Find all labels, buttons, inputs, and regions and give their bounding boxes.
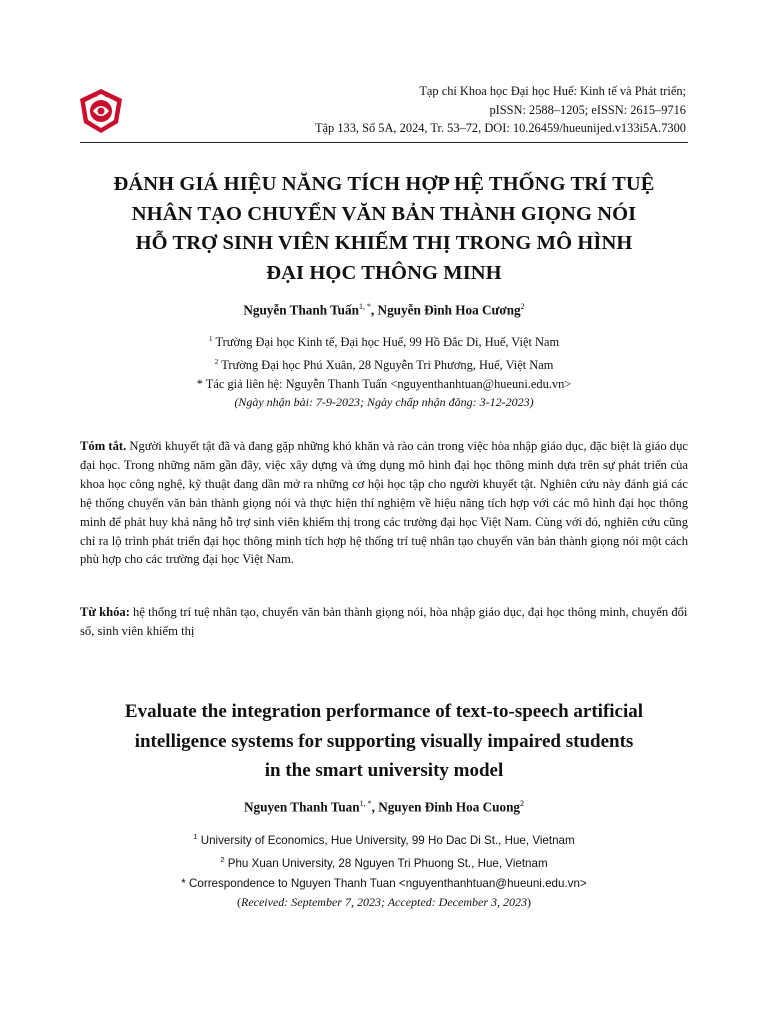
affiliation-text: Trường Đại học Kinh tế, Đại học Huế, 99 Hồ Đắc Di, Huế, Việt Nam [212,335,560,350]
keywords-label: Từ khóa: [80,605,130,619]
received-dates [0,893,768,911]
author-name: Nguyễn Đình Hoa Cương [377,302,521,318]
correspondence-vietnamese [0,375,768,411]
abstract-label: Tóm tắt. [80,439,127,453]
title-vi-line: ĐẠI HỌC THÔNG MINH [266,261,502,284]
author-name: Nguyen Thanh Tuan [244,799,360,815]
dates-close: ) [527,895,531,909]
affiliation-line [0,329,768,352]
author-separator: , [370,302,378,318]
authors-vietnamese [0,302,768,318]
affiliation-mark: 1 [193,832,198,841]
header-divider [80,142,688,143]
title-en-line: Evaluate the integration performance of text-to-speech artificial [124,701,644,722]
author-mark: 1, * [358,302,371,311]
university-logo-icon [78,87,124,135]
affiliation-line [0,352,768,375]
abstract [80,437,688,569]
author-separator: , [371,799,379,815]
keywords-text: hệ thống trí tuệ nhân tạo, chuyển văn bản thành giọng nói, hòa nhập giáo dục, đại học thông minh, chuyển đổi số, sinh viên khiếm thị [80,605,688,638]
affiliation-mark: 2 [214,357,219,367]
journal-info [315,82,686,138]
title-en-line: in the smart university model [264,760,504,781]
title-vi-line: HỖ TRỢ SINH VIÊN KHIẾM THỊ TRONG MÔ HÌNH [135,232,633,254]
dates-text: Received: September 7, 2023; Accepted: December 3, 2023 [241,895,527,909]
abstract-text: Người khuyết tật đã và đang gặp những khó khăn và rào cản trong việc hòa nhập giáo dục, đặc biệt là giáo dục đại học. Trong những năm gần đây, việc xây dựng và ứng dụng mô hình đại học thông minh dựa trên sự phát triển của khoa học công nghệ, kỹ thuật đang dần mở ra những cơ hội học tập cho người khuyết tật. Nghiên cứu này đánh giá các hệ thống chuyển văn bản thành giọng nói và thực hiện thí nghiệm về hiệu năng tích hợp với các mô hình đại học thông minh để phát huy khả năng hỗ trợ sinh viên khiếm thị trong các trường đại học Việt Nam. Cùng với đó, nghiên cứu cũng chỉ ra lộ trình phát triển đại học thông minh tích hợp hệ thống trí tuệ nhân tạo chuyển văn bản thành giọng nói một cách phù hợp cho các trường đại học Việt Nam. [80,439,688,567]
correspondence-text: * Correspondence to Nguyen Thanh Tuan <nguyenthanhtuan@hueuni.edu.vn> [181,877,587,890]
author-name: Nguyen Đinh Hoa Cuong [378,799,520,815]
paper-title-english [70,697,698,786]
correspondence-text: * Tác giả liên hệ: Nguyễn Thanh Tuấn <nguyenthanhtuan@hueuni.edu.vn> [196,377,572,391]
author-mark: 2 [520,799,524,808]
author-mark: 2 [520,302,525,311]
affiliation-line [0,827,768,850]
affiliations-english [0,827,768,873]
paper-title-vietnamese [70,170,698,288]
affiliation-text: Trường Đại học Phú Xuân, 28 Nguyễn Tri Phương, Huế, Việt Nam [218,358,554,373]
affiliation-text: University of Economics, Hue University, 99 Ho Dac Di St., Hue, Vietnam [197,833,575,847]
author-name: Nguyễn Thanh Tuấn [243,302,359,318]
title-vi-line: NHÂN TẠO CHUYỂN VĂN BẢN THÀNH GIỌNG NÓI [131,202,637,225]
affiliation-line [0,850,768,873]
authors-english [0,799,768,815]
dates-open: ( [237,895,241,909]
affiliation-text: Phu Xuan University, 28 Nguyen Tri Phuong St., Hue, Vietnam [224,856,548,870]
author-mark: 1, * [359,799,372,808]
affiliations-vietnamese [0,329,768,375]
journal-name: Tạp chí Khoa học Đại học Huế: Kinh tế và Phát triển; [419,84,686,98]
title-en-line: intelligence systems for supporting visually impaired students [134,730,634,752]
affiliation-mark: 2 [220,854,225,864]
keywords [80,603,688,641]
correspondence-english [0,875,768,911]
journal-issn: pISSN: 2588–1205; eISSN: 2615–9716 [489,102,686,117]
affiliation-mark: 1 [208,334,213,343]
title-vi-line: ĐÁNH GIÁ HIỆU NĂNG TÍCH HỢP HỆ THỐNG TRÍ TUỆ [113,173,655,195]
received-dates: (Ngày nhận bài: 7-9-2023; Ngày chấp nhận đăng: 3-12-2023) [234,395,534,409]
journal-volume-doi: Tập 133, Số 5A, 2024, Tr. 53–72, DOI: 10.26459/hueunijed.v133i5A.7300 [314,121,686,135]
